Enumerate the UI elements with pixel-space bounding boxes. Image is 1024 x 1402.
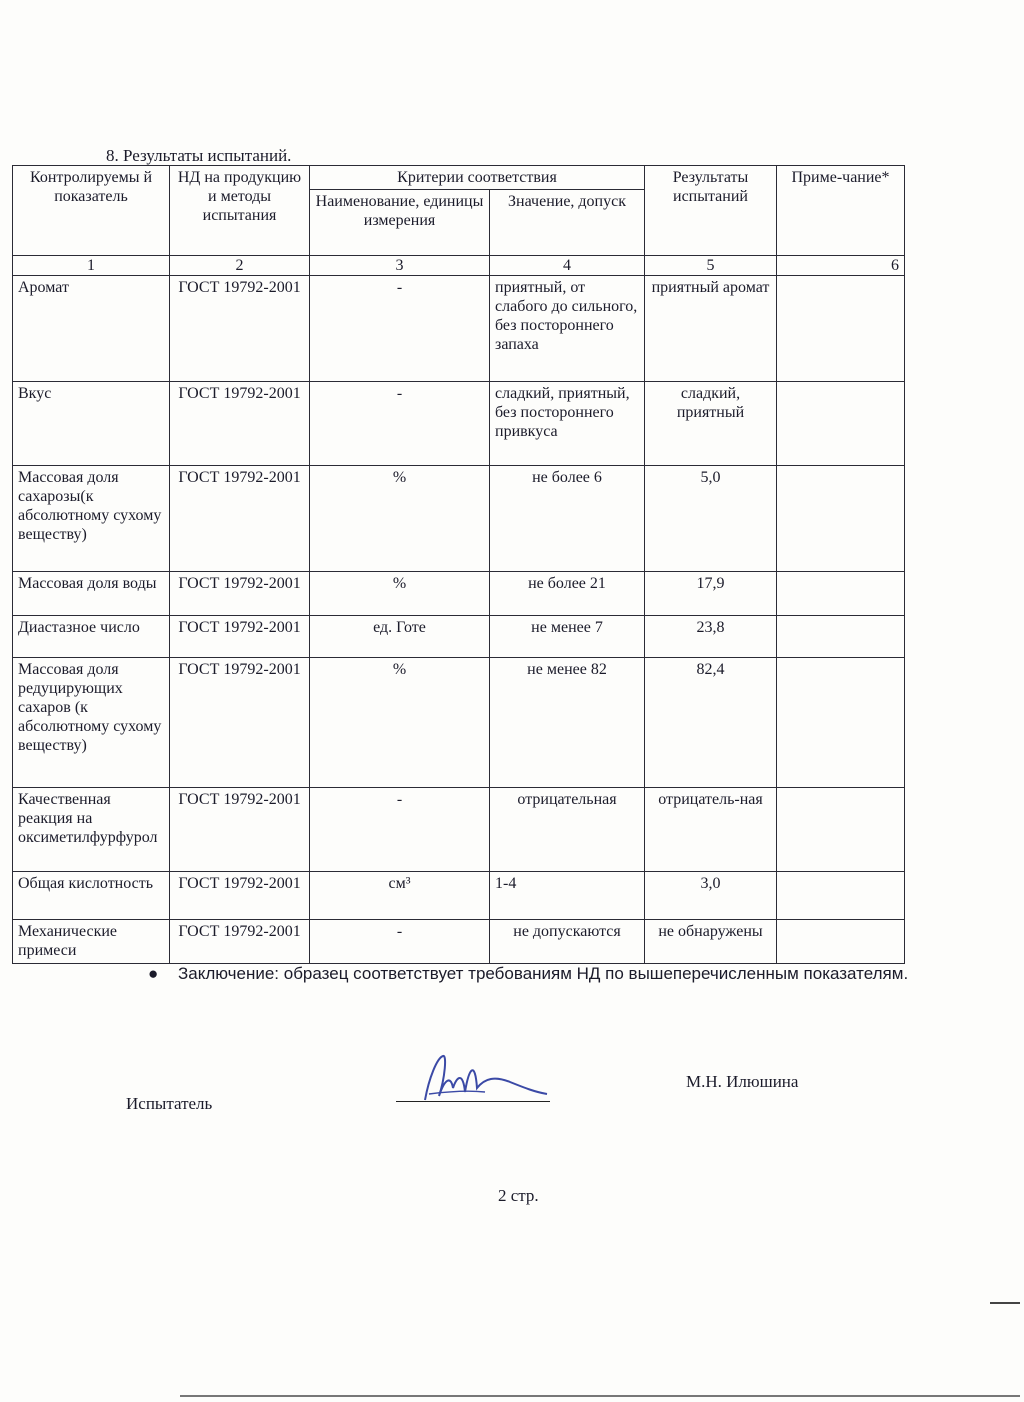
cell-nd: ГОСТ 19792-2001 [170, 276, 310, 382]
page-number: 2 стр. [498, 1186, 539, 1205]
cell-note [777, 276, 905, 382]
results-table [12, 165, 905, 964]
header-nd: НД на продукцию и методы испытания [170, 166, 310, 256]
header-indicator: Контролируемы й показатель [13, 166, 170, 256]
cell-nd: ГОСТ 19792-2001 [170, 788, 310, 872]
cell-value: 1-4 [490, 872, 645, 920]
header-results: Результаты испытаний [645, 166, 777, 256]
cell-unit: - [310, 276, 490, 382]
results-table-wrap [12, 165, 904, 964]
cell-result: сладкий, приятный [645, 382, 777, 466]
cell-unit: - [310, 382, 490, 466]
cell-indicator: Качественная реакция на оксиметилфурфурол [13, 788, 170, 872]
tester-name: М.Н. Илюшина [686, 1072, 799, 1091]
table-row [13, 572, 905, 616]
header-criteria-name: Наименование, единицы измерения [310, 190, 490, 256]
column-number: 1 [13, 256, 170, 276]
header-criteria: Критерии соответствия [310, 166, 645, 190]
cell-nd: ГОСТ 19792-2001 [170, 572, 310, 616]
signature-icon [415, 1048, 555, 1113]
cell-value: не менее 7 [490, 616, 645, 658]
cell-indicator: Аромат [13, 276, 170, 382]
cell-nd: ГОСТ 19792-2001 [170, 466, 310, 572]
cell-value: не более 21 [490, 572, 645, 616]
cell-indicator: Массовая доля сахарозы(к абсолютному сухому веществу) [13, 466, 170, 572]
cell-indicator: Вкус [13, 382, 170, 466]
cell-nd: ГОСТ 19792-2001 [170, 382, 310, 466]
conclusion [148, 964, 908, 984]
cell-value: приятный, от слабого до сильного, без постороннего запаха [490, 276, 645, 382]
cell-nd: ГОСТ 19792-2001 [170, 920, 310, 964]
cell-nd: ГОСТ 19792-2001 [170, 616, 310, 658]
cell-unit: % [310, 658, 490, 788]
column-number: 4 [490, 256, 645, 276]
cell-indicator: Механические примеси [13, 920, 170, 964]
cell-note [777, 920, 905, 964]
scan-edge-bottom [180, 1395, 1020, 1397]
cell-note [777, 572, 905, 616]
cell-value: не допускаются [490, 920, 645, 964]
column-number: 2 [170, 256, 310, 276]
cell-unit: ед. Готе [310, 616, 490, 658]
conclusion-text: Заключение: образец соответствует требованиям НД по вышеперечисленным показателям. [178, 964, 909, 983]
section-title: 8. Результаты испытаний. [106, 146, 292, 165]
cell-note [777, 658, 905, 788]
cell-result: не обнаружены [645, 920, 777, 964]
tester-label: Испытатель [126, 1094, 213, 1113]
cell-value: отрицательная [490, 788, 645, 872]
cell-value: не более 6 [490, 466, 645, 572]
cell-unit: % [310, 572, 490, 616]
header-criteria-value: Значение, допуск [490, 190, 645, 256]
cell-nd: ГОСТ 19792-2001 [170, 872, 310, 920]
table-row [13, 382, 905, 466]
cell-note [777, 616, 905, 658]
cell-result: приятный аромат [645, 276, 777, 382]
cell-note [777, 872, 905, 920]
table-row [13, 920, 905, 964]
column-number: 5 [645, 256, 777, 276]
cell-unit: - [310, 920, 490, 964]
cell-result: 17,9 [645, 572, 777, 616]
cell-indicator: Массовая доля редуцирующих сахаров (к абсолютному сухому веществу) [13, 658, 170, 788]
cell-indicator: Диастазное число [13, 616, 170, 658]
cell-nd: ГОСТ 19792-2001 [170, 658, 310, 788]
scan-edge-right [990, 1302, 1020, 1304]
cell-note [777, 466, 905, 572]
column-number-row [13, 256, 905, 276]
header-note: Приме-чание* [777, 166, 905, 256]
cell-result: 3,0 [645, 872, 777, 920]
column-number: 6 [777, 256, 905, 276]
cell-indicator: Массовая доля воды [13, 572, 170, 616]
cell-unit: - [310, 788, 490, 872]
cell-note [777, 382, 905, 466]
cell-unit: % [310, 466, 490, 572]
cell-value: сладкий, приятный, без постороннего привкуса [490, 382, 645, 466]
table-row [13, 466, 905, 572]
table-row [13, 276, 905, 382]
cell-note [777, 788, 905, 872]
cell-indicator: Общая кислотность [13, 872, 170, 920]
cell-result: 5,0 [645, 466, 777, 572]
table-row [13, 872, 905, 920]
cell-result: отрицатель-ная [645, 788, 777, 872]
table-row [13, 658, 905, 788]
cell-unit: см³ [310, 872, 490, 920]
signature-line [396, 1101, 550, 1102]
cell-value: не менее 82 [490, 658, 645, 788]
cell-result: 82,4 [645, 658, 777, 788]
bullet-icon: ● [148, 964, 159, 983]
column-number: 3 [310, 256, 490, 276]
table-row [13, 788, 905, 872]
table-row [13, 616, 905, 658]
cell-result: 23,8 [645, 616, 777, 658]
